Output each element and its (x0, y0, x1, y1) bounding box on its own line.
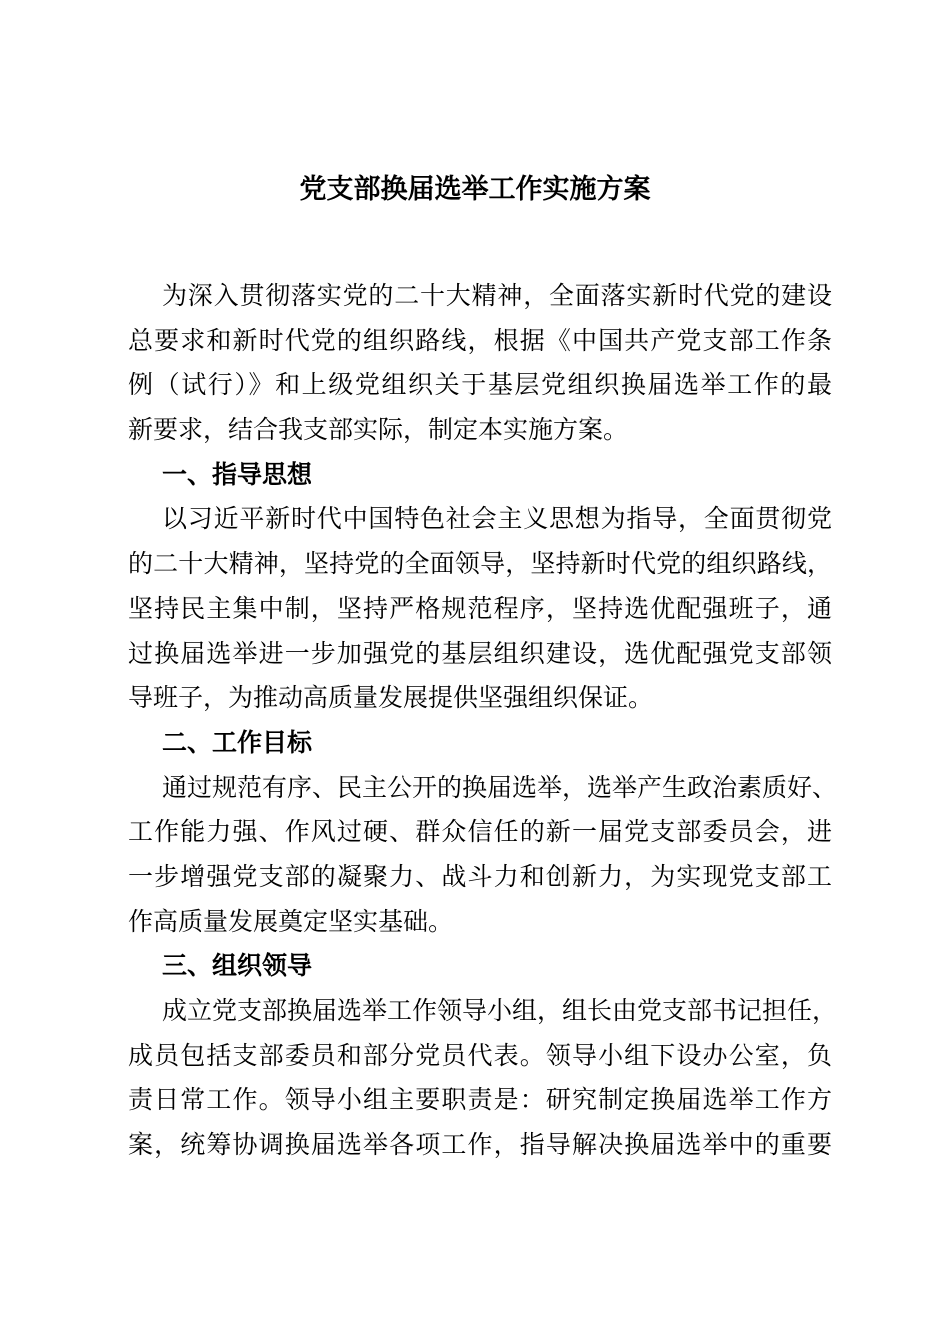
paragraph-line: 以习近平新时代中国特色社会主义思想为指导，全面贯彻党 (162, 504, 832, 534)
paragraph-line: 总要求和新时代党的组织路线，根据《中国共产党支部工作条 (128, 325, 832, 355)
paragraph-line: 的二十大精神，坚持党的全面领导，坚持新时代党的组织路线， (128, 549, 832, 579)
paragraph-line: 例（试行）》和上级党组织关于基层党组织换届选举工作的最 (128, 370, 832, 400)
paragraph-line: 成立党支部换届选举工作领导小组，组长由党支部书记担任， (162, 996, 838, 1025)
intro-paragraph (128, 274, 832, 453)
section-guiding-ideology (128, 453, 832, 721)
paragraph-line: 一步增强党支部的凝聚力、战斗力和创新力，为实现党支部工 (128, 861, 832, 891)
document-title: 党支部换届选举工作实施方案 (299, 174, 651, 205)
paragraph-line: 导班子，为推动高质量发展提供坚强组织保证。 (128, 683, 654, 713)
section-work-goals (128, 721, 838, 944)
paragraph-line: 过换届选举进一步加强党的基层组织建设，选优配强党支部领 (128, 638, 832, 668)
section-heading: 三、组织领导 (162, 951, 313, 981)
paragraph-line: 为深入贯彻落实党的二十大精神，全面落实新时代党的建设 (162, 281, 832, 310)
paragraph-line: 工作能力强、作风过硬、群众信任的新一届党支部委员会，进 (128, 817, 832, 847)
paragraph-line: 作高质量发展奠定坚实基础。 (128, 906, 454, 936)
paragraph-line: 坚持民主集中制，坚持严格规范程序，坚持选优配强班子，通 (128, 593, 832, 623)
paragraph-line: 成员包括支部委员和部分党员代表。领导小组下设办公室，负 (128, 1040, 832, 1070)
section-organization-leadership (128, 944, 838, 1167)
paragraph-line: 案，统筹协调换届选举各项工作，指导解决换届选举中的重要 (128, 1130, 832, 1160)
section-heading: 二、工作目标 (162, 727, 313, 757)
paragraph-line: 通过规范有序、民主公开的换届选举，选举产生政治素质好、 (162, 772, 838, 802)
paragraph-line: 责日常工作。领导小组主要职责是：研究制定换届选举工作方 (128, 1085, 832, 1115)
section-heading: 一、指导思想 (162, 459, 313, 489)
document-body (128, 274, 838, 1168)
paragraph-line: 新要求，结合我支部实际，制定本实施方案。 (128, 415, 629, 445)
